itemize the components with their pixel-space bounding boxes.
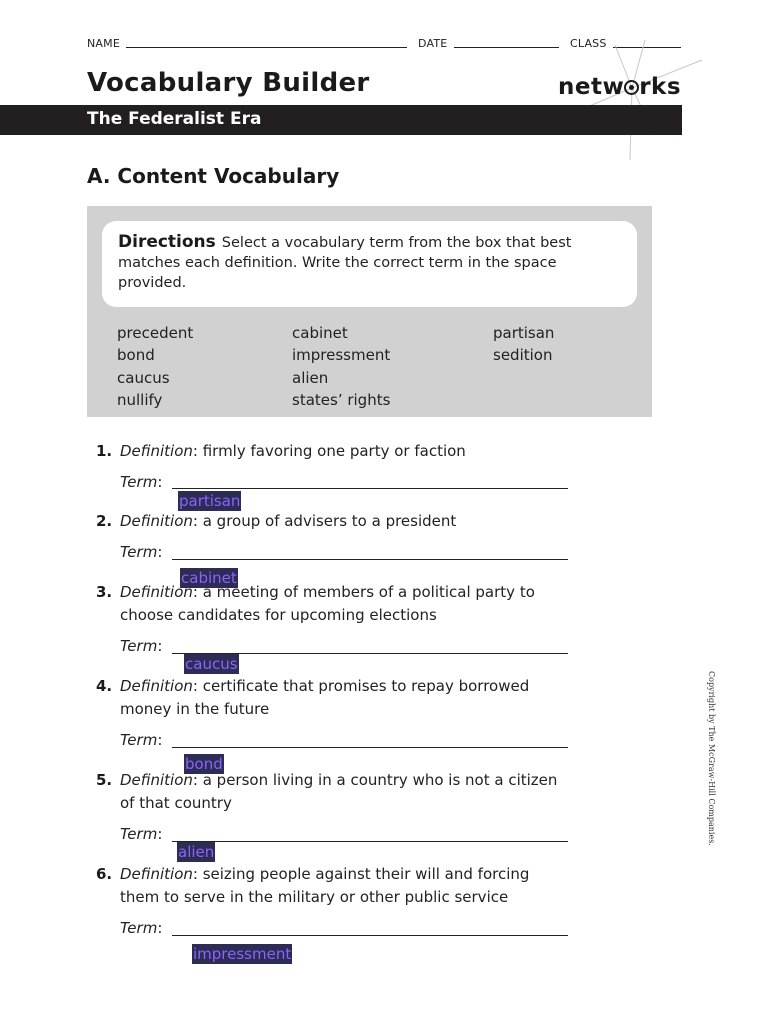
name-line bbox=[126, 47, 407, 48]
term-answer-line[interactable] bbox=[172, 841, 568, 842]
question-number: 2. bbox=[96, 512, 113, 530]
chapter-title: The Federalist Era bbox=[87, 109, 262, 129]
directions-heading: Directions bbox=[118, 232, 216, 252]
term-answer[interactable]: cabinet bbox=[181, 569, 237, 587]
name-label: NAME bbox=[87, 37, 120, 50]
word-bank-item: alien bbox=[292, 369, 329, 387]
definition-text: certificate that promises to repay borrowed money in the future bbox=[120, 677, 530, 718]
word-bank-item: sedition bbox=[493, 346, 553, 364]
date-label: DATE bbox=[418, 37, 448, 50]
term-answer[interactable]: bond bbox=[185, 755, 223, 773]
question-number: 3. bbox=[96, 583, 113, 601]
term-label: Term: bbox=[120, 731, 163, 749]
definition-text: a person living in a country who is not a citizen of that country bbox=[120, 771, 558, 812]
term-answer-line[interactable] bbox=[172, 488, 568, 489]
chapter-banner bbox=[0, 105, 682, 135]
directions-body: Select a vocabulary term from the box that best matches each definition. Write the correct term in the space provided. bbox=[118, 235, 572, 291]
networks-logo bbox=[558, 74, 681, 100]
class-label: CLASS bbox=[570, 37, 607, 50]
word-bank-item: precedent bbox=[117, 324, 194, 342]
directions-text bbox=[118, 232, 623, 293]
definition-text: a group of advisers to a president bbox=[202, 512, 457, 530]
question-definition: Definition: firmly favoring one party or faction bbox=[120, 442, 466, 460]
definition-label: Definition bbox=[120, 583, 193, 601]
word-bank-item: impressment bbox=[292, 346, 391, 364]
term-answer-line[interactable] bbox=[172, 935, 568, 936]
term-label: Term: bbox=[120, 473, 163, 491]
term-label: Term: bbox=[120, 919, 163, 937]
section-heading: A. Content Vocabulary bbox=[87, 164, 340, 188]
copyright-notice: Copyright by The McGraw-Hill Companies. bbox=[707, 671, 716, 846]
question-definition: Definition: certificate that promises to repay borrowed money in the future bbox=[120, 677, 530, 718]
word-bank-item: partisan bbox=[493, 324, 555, 342]
term-answer-line[interactable] bbox=[172, 747, 568, 748]
term-answer[interactable]: caucus bbox=[185, 655, 238, 673]
definition-label: Definition bbox=[120, 442, 193, 460]
question-number: 1. bbox=[96, 442, 113, 460]
term-answer[interactable]: alien bbox=[178, 843, 215, 861]
definition-label: Definition bbox=[120, 677, 193, 695]
term-label: Term: bbox=[120, 543, 163, 561]
term-label: Term: bbox=[120, 825, 163, 843]
logo-ring-icon bbox=[624, 80, 639, 95]
word-bank-item: states’ rights bbox=[292, 391, 391, 409]
term-label: Term: bbox=[120, 637, 163, 655]
question-definition: Definition: seizing people against their will and forcing them to serve in the military or other public service bbox=[120, 865, 530, 906]
page-title: Vocabulary Builder bbox=[87, 68, 370, 98]
term-answer[interactable]: partisan bbox=[179, 492, 241, 510]
question-number: 5. bbox=[96, 771, 113, 789]
logo-text-end: rks bbox=[639, 74, 682, 100]
term-answer-line[interactable] bbox=[172, 559, 568, 560]
definition-text: firmly favoring one party or faction bbox=[202, 442, 466, 460]
question-number: 4. bbox=[96, 677, 113, 695]
definition-label: Definition bbox=[120, 865, 193, 883]
question-definition: Definition: a meeting of members of a political party to choose candidates for upcoming elections bbox=[120, 583, 535, 624]
question-definition: Definition: a person living in a country who is not a citizen of that country bbox=[120, 771, 558, 812]
term-answer[interactable]: impressment bbox=[193, 945, 292, 963]
definition-text: seizing people against their will and forcing them to serve in the military or other public service bbox=[120, 865, 530, 906]
word-bank-item: cabinet bbox=[292, 324, 348, 342]
word-bank-item: bond bbox=[117, 346, 155, 364]
spark-decoration bbox=[560, 40, 710, 165]
date-line bbox=[454, 47, 559, 48]
word-bank-item: nullify bbox=[117, 391, 163, 409]
logo-text-start: netw bbox=[558, 74, 625, 100]
word-bank-item: caucus bbox=[117, 369, 170, 387]
definition-label: Definition bbox=[120, 771, 193, 789]
question-definition: Definition: a group of advisers to a president bbox=[120, 512, 457, 530]
question-number: 6. bbox=[96, 865, 113, 883]
definition-text: a meeting of members of a political party to choose candidates for upcoming elections bbox=[120, 583, 535, 624]
definition-label: Definition bbox=[120, 512, 193, 530]
